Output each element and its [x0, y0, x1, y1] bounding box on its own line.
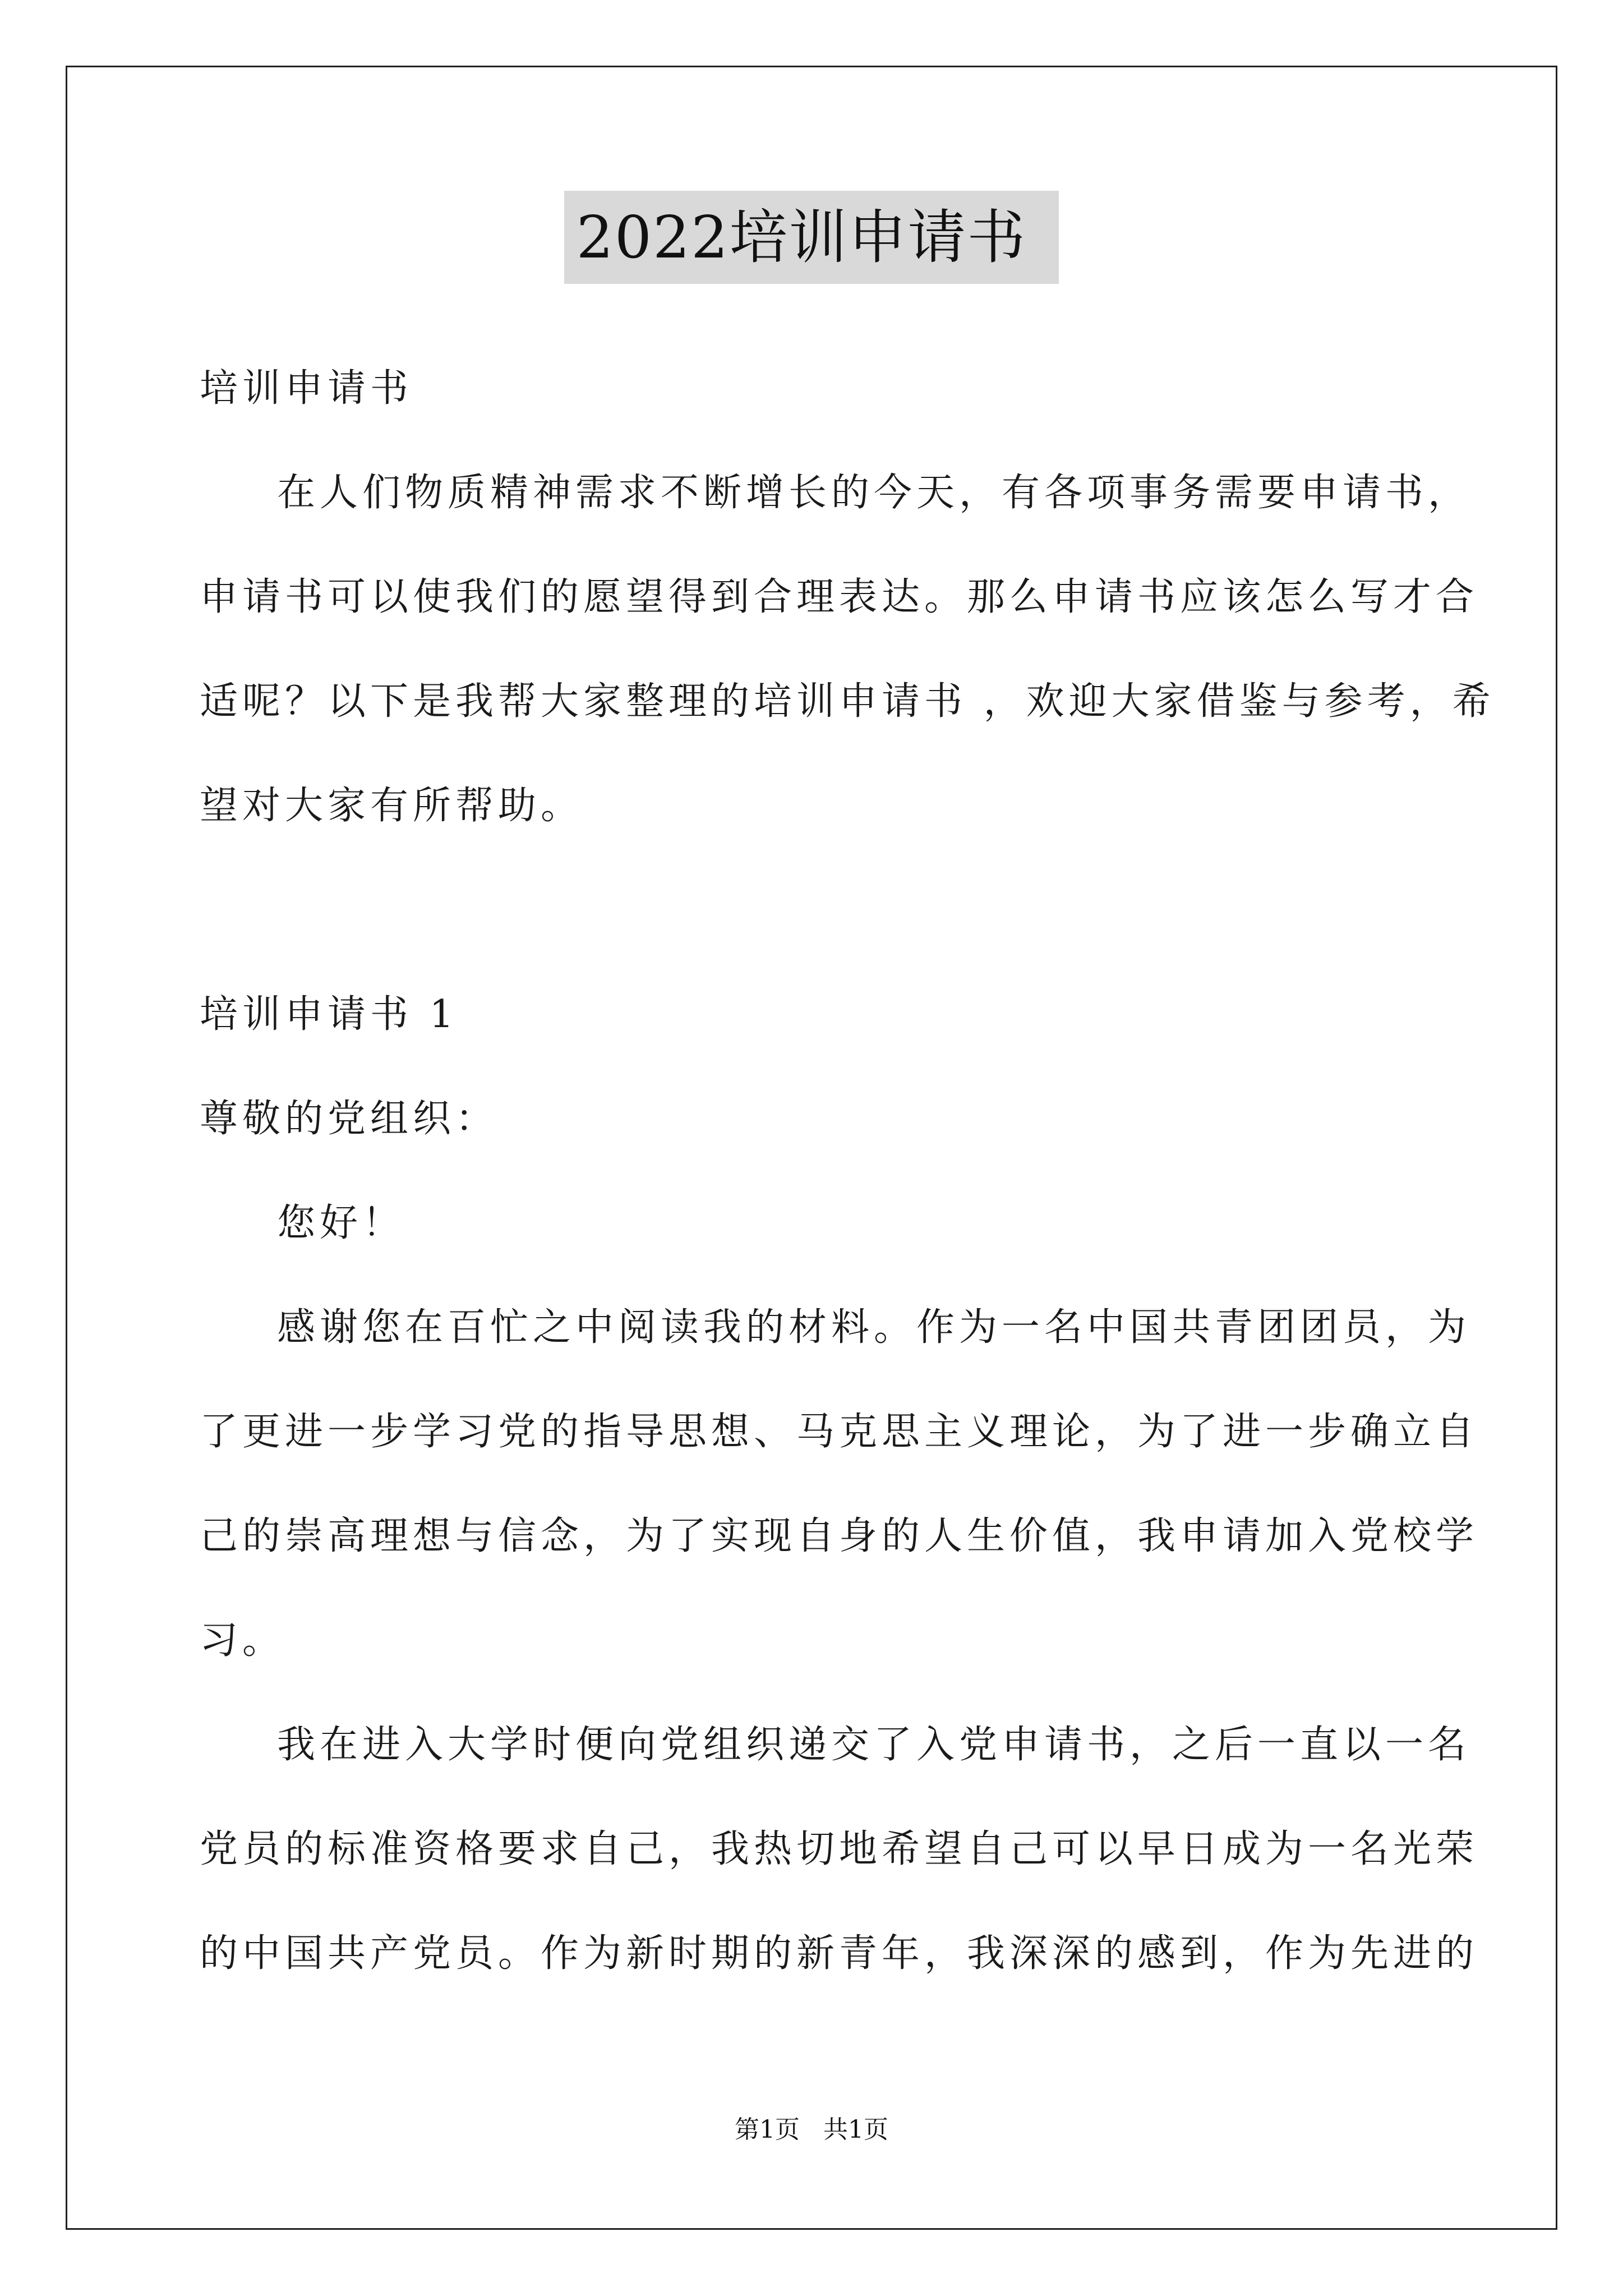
section-title: 培训申请书 1: [200, 992, 458, 1037]
paragraph-line: 了更进一步学习党的指导思想、马克思主义理论，为了进一步确立自: [200, 1410, 1479, 1454]
intro-line: 申请书可以使我们的愿望得到合理表达。那么申请书应该怎么写才合: [200, 575, 1479, 619]
paragraph-line: 感谢您在百忙之中阅读我的材料。作为一名中国共青团团员，为: [277, 1305, 1471, 1350]
document-heading: 培训申请书: [200, 366, 413, 411]
page-number: 第1页 共1页: [735, 2115, 888, 2144]
title-area: [0, 191, 1623, 284]
intro-line: 在人们物质精神需求不断增长的今天，有各项事务需要申请书，: [277, 471, 1471, 515]
intro-line: 望对大家有所帮助。: [200, 784, 584, 828]
paragraph-line: 我在进入大学时便向党组织递交了入党申请书，之后一直以一名: [277, 1723, 1471, 1767]
paragraph-line: 党员的标准资格要求自己，我热切地希望自己可以早日成为一名光荣: [200, 1827, 1479, 1871]
paragraph-line: 习。: [200, 1618, 285, 1663]
document-title: 2022培训申请书: [564, 191, 1059, 284]
paragraph-line: 己的崇高理想与信念，为了实现自身的人生价值，我申请加入党校学: [200, 1514, 1479, 1558]
section-spacer: [200, 858, 1433, 963]
document-body: [200, 337, 1495, 2006]
intro-line: 适呢？以下是我帮大家整理的培训申请书 ，欢迎大家借鉴与参考，希: [200, 679, 1495, 724]
greeting: 您好！: [277, 1201, 405, 1245]
paragraph-line: 的中国共产党员。作为新时期的新青年，我深深的感到，作为先进的: [200, 1931, 1479, 1976]
salutation: 尊敬的党组织：: [200, 1097, 499, 1141]
